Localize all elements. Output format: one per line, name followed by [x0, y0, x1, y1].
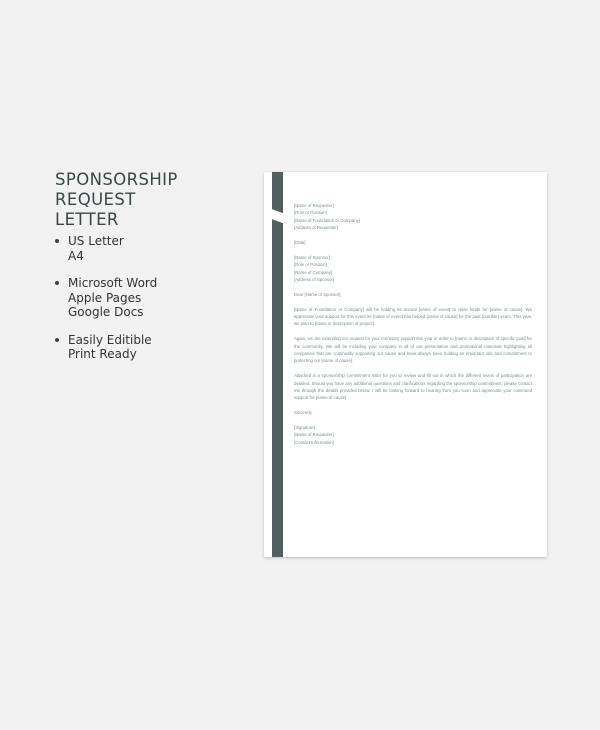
feature-text: Google Docs — [68, 305, 144, 319]
date-line: [Date] — [294, 240, 306, 246]
signature-line: [Contact Information] — [294, 439, 334, 445]
recipient-block — [294, 254, 532, 284]
feature-item-formats — [55, 234, 245, 263]
feature-item-editing — [55, 333, 245, 362]
title-line-2: LETTER — [55, 210, 119, 229]
recipient-line: [Address of Sponsor] — [294, 277, 335, 283]
letter-preview — [264, 172, 547, 557]
bullet-icon — [55, 239, 59, 243]
bullet-icon — [55, 338, 59, 342]
feature-text: Apple Pages — [68, 290, 142, 305]
feature-text: Print Ready — [68, 347, 137, 361]
feature-text: A4 — [68, 248, 84, 263]
closing — [294, 409, 532, 416]
sender-line: [Address of Requester] — [294, 225, 338, 231]
feature-item-apps — [55, 276, 245, 320]
sender-line: [Name of Requester] — [294, 203, 334, 208]
recipient-line: [Role or Position] — [294, 262, 327, 268]
feature-text: US Letter — [68, 234, 124, 248]
decorative-side-bar — [272, 172, 283, 557]
signature-block — [294, 424, 532, 446]
recipient-line: [Name of Company] — [294, 269, 333, 275]
bullet-icon — [55, 281, 59, 285]
sender-line: [Name of Foundation or Company] — [294, 217, 360, 223]
salutation-line: Dear [Name of Sponsor], — [294, 291, 342, 297]
letter-paragraph: Attached is a sponsorship commitment letter for you to review and fill out in which the different levels of participation are detailed. Should you have any additional questions and clarifications regarding the sponsorship commitment, please contact me through the details provided below. I will be looking forward to hearing from you soon and appreciate your continued support for [name of cause]. — [294, 373, 532, 401]
feature-list — [55, 234, 245, 375]
recipient-line: [Name of Sponsor] — [294, 254, 330, 260]
signature-line: [Signature] — [294, 425, 315, 431]
title-line-1: SPONSORSHIP REQUEST — [55, 170, 178, 209]
signature-line: [Name of Requester] — [294, 432, 334, 438]
letter-body — [294, 202, 532, 454]
template-title — [55, 170, 255, 230]
closing-line: Sincerely, — [294, 410, 313, 416]
sender-line: [Role or Position] — [294, 210, 327, 216]
date-block — [294, 239, 532, 246]
feature-text: Microsoft Word — [68, 276, 158, 290]
salutation — [294, 291, 532, 298]
letter-paragraph: Again, we are extending our request for your monetary support this year in order to [name or description of specific goal] for the community. We will be including your company in all of our presentation and promotional materials highlighting all companies that are continually supporting our cause and have always been holding an important role and commitment to protecting our [name of cause]. — [294, 336, 532, 364]
feature-text: Easily Editible — [68, 332, 152, 347]
letter-paragraph: [Name of Foundation or Company] will be holding its annual [name of event] to raise funds for [name of cause]. We appreciate your support for this event as [name of event] has helped [name of cause] for the past [number] years. This year, we plan to [name or description of project]. — [294, 306, 532, 327]
sender-block — [294, 202, 532, 232]
